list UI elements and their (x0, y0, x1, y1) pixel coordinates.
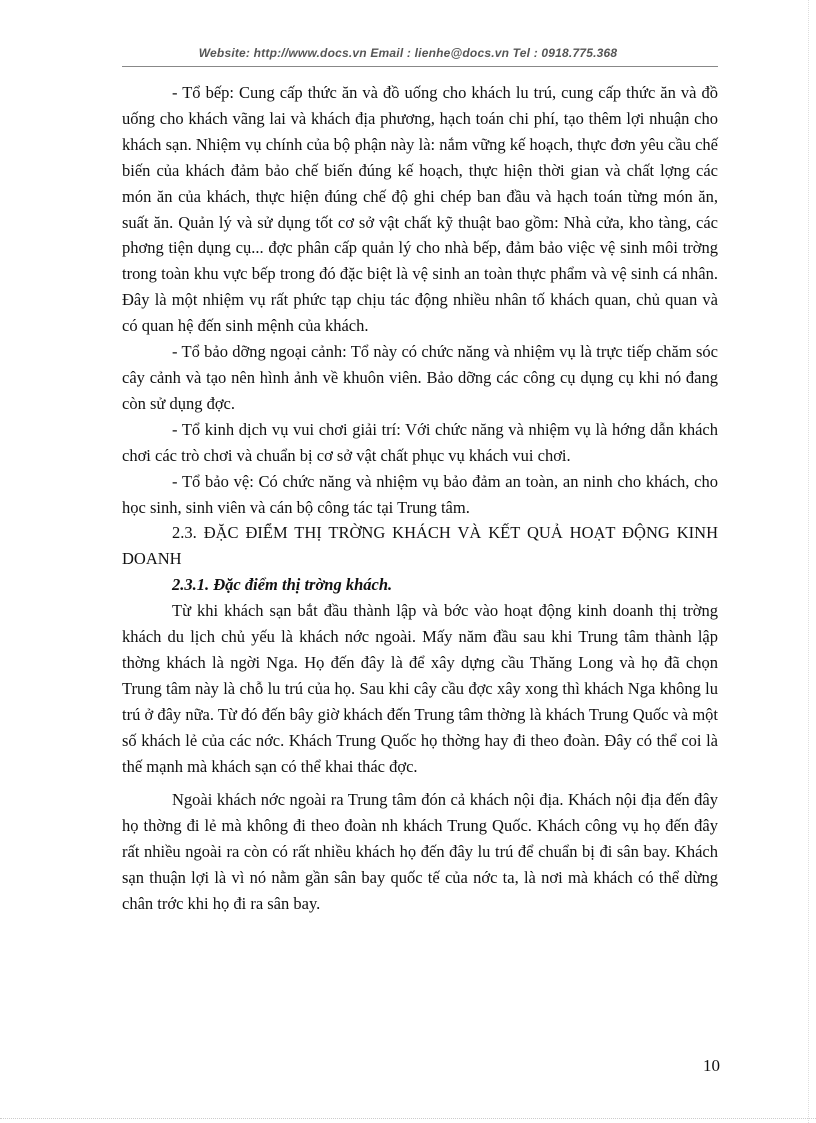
paragraph-market-history: Từ khi khách sạn bắt đầu thành lập và bớc vào hoạt động kinh doanh thị trờng khách du lịch chủ yếu là khách nớc ngoài. Mấy năm đầu sau khi Trung tâm thành lập thờng khách là ngời Nga. Họ đến đây là để xây dựng cầu Thăng Long và họ đã chọn Trung tâm này là chỗ lu trú của họ. Sau khi cây cầu đợc xây xong thì khách Nga không lu trú ở đây nữa. Từ đó đến bây giờ khách đến Trung tâm thờng là khách Trung Quốc và một số khách lẻ của các nớc. Khách Trung Quốc họ thờng hay đi theo đoàn. Đây có thể coi là thế mạnh mà khách sạn có thể khai thác đợc. (122, 601, 718, 776)
header-divider (122, 66, 718, 67)
page-number: 10 (703, 1056, 720, 1075)
page-bottom-border (0, 1118, 816, 1119)
paragraph-security: - Tổ bảo vệ: Có chức năng và nhiệm vụ bảo đảm an toàn, an ninh cho khách, cho học sinh, sinh viên và cán bộ công tác tại Trung tâm. (122, 471, 718, 517)
page-header: Website: http://www.docs.vn Email : lienhe@docs.vn Tel : 0918.775.368 (198, 46, 618, 60)
paragraph-kitchen: - Tổ bếp: Cung cấp thức ăn và đồ uống cho khách lu trú, cung cấp thức ăn và đồ uống cho khách vãng lai và khách địa phương, hạch toán chi phí, tạo thêm lợi nhuận cho khách sạn. Nhiệm vụ chính của bộ phận này là: nắm vững kế hoạch, thực đơn yêu cầu chế biến của khách đảm bảo chế biến đúng kế hoạch, thực hiện thời gian và chất lợng các món ăn của khách, thực hiện đúng chế độ ghi chép ban đầu và hạch toán từng món ăn, suất ăn. Quản lý và sử dụng tốt cơ sở vật chất kỹ thuật bao gồm: Nhà cửa, kho tàng, các phơng tiện dụng cụ... đợc phân cấp quản lý cho nhà bếp, đảm bảo việc vệ sinh môi trờng trong toàn khu vực bếp trong đó đặc biệt là vệ sinh an toàn thực phẩm và vệ sinh cá nhân. Đây là một nhiệm vụ rất phức tạp chịu tác động nhiều nhân tố khách quan, chủ quan và có quan hệ đến sinh mệnh của khách. (122, 83, 718, 336)
page-right-border (808, 0, 809, 1123)
paragraph-domestic-guests: Ngoài khách nớc ngoài ra Trung tâm đón cả khách nội địa. Khách nội địa đến đây họ thờng đi lẻ mà không đi theo đoàn nh khách Trung Quốc. Khách công vụ họ đến đây rất nhiều ngoài ra còn có rất nhiều khách họ đến đây lu trú để chuẩn bị đi sân bay. Khách sạn thuận lợi là vì nó nằm gần sân bay quốc tế của nớc ta, là nơi mà khách có thể dừng chân trớc khi họ đi ra sân bay. (122, 790, 718, 914)
paragraph-entertainment: - Tổ kinh dịch vụ vui chơi giải trí: Với chức năng và nhiệm vụ là hớng dẫn khách chơi các trò chơi và chuẩn bị cơ sở vật chất phục vụ khách vui chơi. (122, 419, 718, 465)
paragraph-landscape: - Tổ bảo dỡng ngoại cảnh: Tổ này có chức năng và nhiệm vụ là trực tiếp chăm sóc cây cảnh và tạo nên hình ảnh về khuôn viên. Bảo dỡng các công cụ dụng cụ khi nó đang còn sử dụng đợc. (122, 342, 718, 413)
subsection-heading: 2.3.1. Đặc điểm thị trờng khách. (172, 575, 393, 595)
document-body (122, 80, 718, 917)
section-heading: 2.3. ĐẶC ĐIỂM THỊ TRỜNG KHÁCH VÀ KẾT QUẢ HOẠT ĐỘNG KINH DOANH (122, 523, 718, 569)
